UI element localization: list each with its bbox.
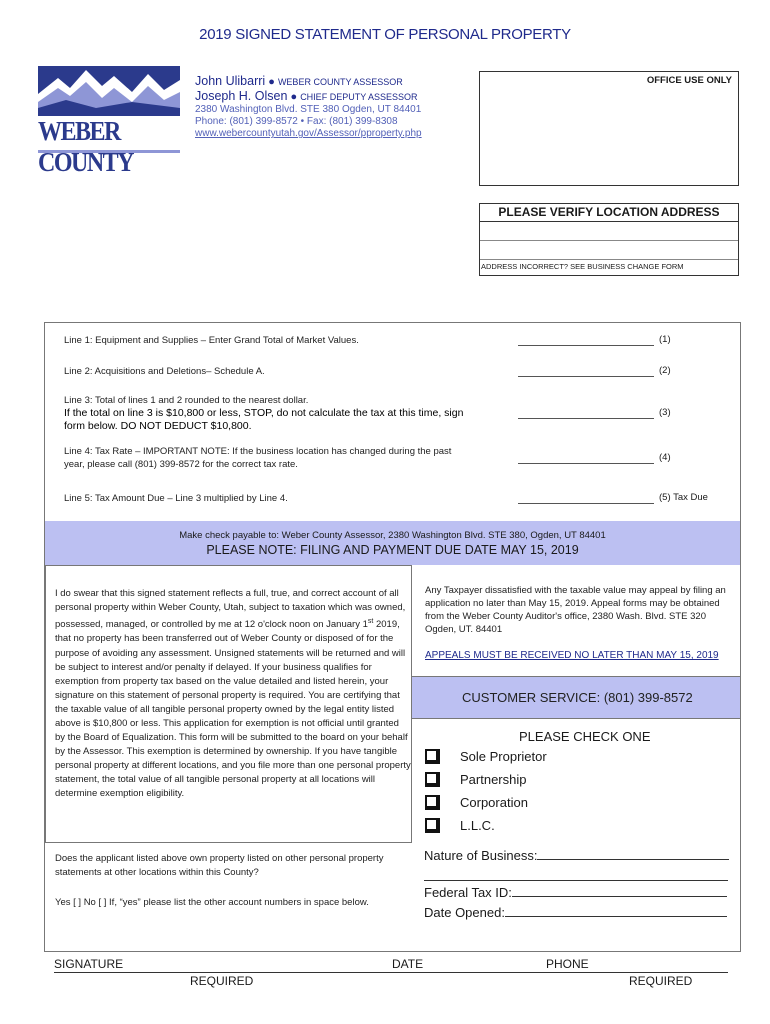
line-3-input[interactable] [518, 407, 654, 419]
verify-location-title: PLEASE VERIFY LOCATION ADDRESS [480, 204, 738, 222]
assessor-line [195, 74, 403, 88]
nature-of-business-line-2[interactable] [424, 880, 728, 881]
option-corporation[interactable]: Corporation [425, 795, 528, 810]
address-field-2[interactable] [480, 241, 738, 260]
checkbox-icon[interactable] [425, 772, 438, 785]
date-label: DATE [392, 957, 424, 971]
bullet-icon: ● [290, 91, 301, 103]
line-4-text: Line 4: Tax Rate – IMPORTANT NOTE: If the business location has changed during the past year, please call (801) 399-8572 for the correct tax rate. [64, 446, 452, 470]
yes-no-options[interactable]: Yes [ ] No [ ] If, “yes” please list the other account numbers in space below. [55, 897, 369, 908]
option-partnership[interactable]: Partnership [425, 772, 526, 787]
check-one-title: PLEASE CHECK ONE [519, 729, 651, 744]
line-1-input[interactable] [518, 334, 654, 346]
bullet-icon: ● [268, 76, 278, 88]
date-opened-input[interactable] [505, 905, 727, 917]
date-opened-field[interactable]: Date Opened: [424, 905, 727, 920]
customer-service-band [412, 676, 740, 719]
line-3-emphasis: If the total on line 3 is $10,800 or less, STOP, do not calculate the tax at this time, sign form below. DO NOT DEDUCT $10,800. [64, 407, 464, 432]
nature-of-business-field[interactable]: Nature of Business: [424, 848, 729, 863]
phone-required: REQUIRED [629, 974, 693, 988]
line-2-input[interactable] [518, 365, 654, 377]
line-2-number: (2) [659, 365, 671, 376]
federal-tax-id-field[interactable]: Federal Tax ID: [424, 885, 727, 900]
other-property-question: Does the applicant listed above own property listed on other personal property statements at other locations within this County? [55, 853, 384, 878]
option-sole-proprietor[interactable]: Sole Proprietor [425, 749, 547, 764]
logo-wordmark: WEBER COUNTY [38, 117, 134, 178]
line-2-text: Line 2: Acquisitions and Deletions– Schedule A. [64, 366, 265, 377]
signature-row[interactable] [54, 957, 728, 973]
line-4-number: (4) [659, 452, 671, 463]
assessor-name: John Ulibarri [195, 74, 266, 88]
line-5-number: (5) Tax Due [659, 492, 708, 503]
checkbox-icon[interactable] [425, 795, 438, 808]
checkbox-icon[interactable] [425, 749, 438, 762]
line-4-input[interactable] [518, 452, 654, 464]
line-1-number: (1) [659, 334, 671, 345]
line-3-text [64, 394, 474, 433]
website-link[interactable]: www.webercountyutah.gov/Assessor/pproperty.php [195, 128, 422, 139]
option-llc[interactable]: L.L.C. [425, 818, 495, 833]
deputy-name: Joseph H. Olsen [195, 89, 288, 103]
federal-tax-id-input[interactable] [512, 885, 727, 897]
customer-service-phone: CUSTOMER SERVICE: (801) 399-8572 [462, 690, 693, 705]
appeal-info-text: Any Taxpayer dissatisfied with the taxable value may appeal by filing an application no later than May 15, 2019. Appeal forms may be obtained from the Weber County Auditor's office, 2380 Wash. Blvd. STE 320 Ogden, UT. 84401 [425, 585, 726, 635]
due-date-note: PLEASE NOTE: FILING AND PAYMENT DUE DATE MAY 15, 2019 [206, 543, 579, 557]
office-address: 2380 Washington Blvd. STE 380 Ogden, UT 84401 [195, 104, 422, 115]
sworn-statement-text: I do swear that this signed statement reflects a full, true, and correct account of all personal property within Weber County, Utah, subject to taxation which was owned, possessed, managed, or controlled by me at 12 o'clock noon on January 1st 2019, that no property has been transferred out of Weber County or disposed of for the purpose of avoiding any assessment. Unsigned statements will be returned and will be subject to interest and/or penalty if delayed. If your business qualifies for exemption from property tax based on the value detailed and listed herein, your signature on this statement of personal property is required. You are certifying that the taxable value of all tangible personal property owned by the legal entity listed above is $10,800 or less. This application for exemption is not official until granted by the Board of Equalization. This form will be submitted to the board on your behalf by the Assessor. This exemption is determined by ownership. If you have tangible personal property at different locations, and you file more than one personal property statement, the total value of all tangible personal property at all locations will determine exemption eligibility. [55, 588, 411, 800]
signature-required: REQUIRED [190, 974, 254, 988]
page-title: 2019 SIGNED STATEMENT OF PERSONAL PROPERTY [199, 26, 571, 43]
line-5-input[interactable] [518, 492, 654, 504]
signature-label: SIGNATURE [54, 957, 124, 971]
payment-band [45, 521, 740, 565]
checkbox-icon[interactable] [425, 818, 438, 831]
line-1-text: Line 1: Equipment and Supplies – Enter Grand Total of Market Values. [64, 335, 359, 346]
deputy-line [195, 89, 418, 103]
assessor-title: WEBER COUNTY ASSESSOR [277, 77, 403, 87]
appeals-deadline-link[interactable]: APPEALS MUST BE RECEIVED NO LATER THAN MAY 15, 2019 [425, 650, 719, 661]
verify-location-box [479, 203, 739, 276]
line-5-text: Line 5: Tax Amount Due – Line 3 multiplied by Line 4. [64, 493, 288, 504]
address-field-1[interactable] [480, 222, 738, 241]
address-incorrect-note: ADDRESS INCORRECT? SEE BUSINESS CHANGE FORM [481, 262, 684, 271]
line-3-main: Line 3: Total of lines 1 and 2 rounded to the nearest dollar. [64, 395, 309, 406]
office-use-box [479, 71, 739, 186]
deputy-title: CHIEF DEPUTY ASSESSOR [300, 92, 418, 102]
nature-of-business-input[interactable] [537, 848, 729, 860]
line-3-number: (3) [659, 407, 671, 418]
check-payable-text: Make check payable to: Weber County Assessor, 2380 Washington Blvd. STE 380, Ogden, UT 84401 [179, 530, 606, 541]
office-use-label: OFFICE USE ONLY [646, 75, 732, 86]
phone-label: PHONE [546, 957, 589, 971]
office-phone: Phone: (801) 399-8572 • Fax: (801) 399-8308 [195, 116, 398, 127]
